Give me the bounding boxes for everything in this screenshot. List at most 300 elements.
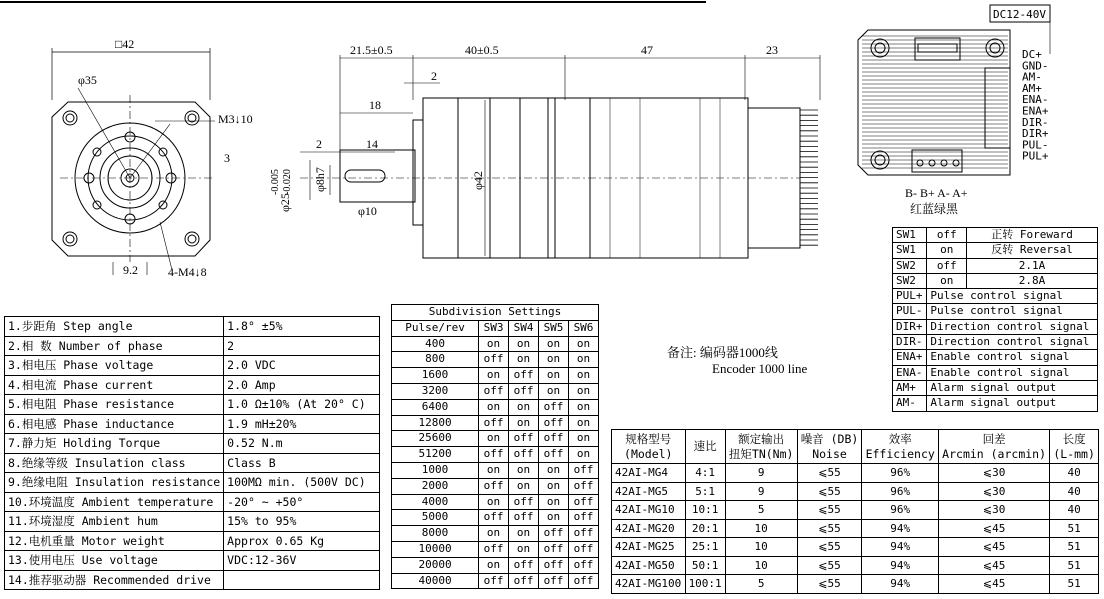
model-cell: 100:1 <box>685 575 725 594</box>
spec-value: 0.52 N.m <box>224 434 380 454</box>
subdivision-row <box>392 573 599 589</box>
model-cell: 10 <box>725 556 797 575</box>
front-m3: M3↓10 <box>218 112 253 126</box>
model-cell: 42AI-MG100 <box>612 575 686 594</box>
subdivision-cell: 5000 <box>392 510 479 526</box>
subdivision-cell: on <box>479 336 509 352</box>
subdivision-row <box>392 447 599 463</box>
model-cell: ⩽45 <box>938 556 1049 575</box>
model-header-line1: 效率 <box>888 431 912 446</box>
front-view <box>52 48 215 275</box>
driver-pin-label: AM- <box>1022 70 1042 84</box>
subdivision-cell: on <box>569 383 599 399</box>
spec-row <box>5 414 380 434</box>
subdivision-cell: 1000 <box>392 462 479 478</box>
spec-row <box>5 570 380 590</box>
model-cell: 96% <box>862 501 939 520</box>
signal-desc: Enable control signal <box>927 365 1098 380</box>
subdivision-cell: off <box>479 415 509 431</box>
subdivision-header: SW4 <box>509 320 539 336</box>
spec-name: 1.步距角 Step angle <box>5 317 224 337</box>
model-cell: ⩽55 <box>797 519 862 538</box>
subdivision-cell: on <box>479 494 509 510</box>
model-cell: 51 <box>1050 538 1099 557</box>
spec-row <box>5 551 380 571</box>
heatsink-fins <box>800 110 818 245</box>
subdivision-header: SW6 <box>569 320 599 336</box>
model-cell: 51 <box>1050 519 1099 538</box>
model-cell: 40 <box>1050 464 1099 483</box>
model-header-line1: 长度 <box>1062 431 1086 446</box>
model-cell: 50:1 <box>685 556 725 575</box>
model-header <box>612 430 686 464</box>
spec-value: 2 <box>224 336 380 356</box>
subdivision-cell: off <box>509 510 539 526</box>
subdivision-cell: 1600 <box>392 368 479 384</box>
subdivision-cell: on <box>509 526 539 542</box>
subdivision-cell: off <box>539 541 569 557</box>
subdivision-cell: on <box>539 494 569 510</box>
subdivision-row <box>392 352 599 368</box>
signal-row <box>893 319 1098 334</box>
model-cell: 5 <box>725 575 797 594</box>
switch-name: SW2 <box>893 258 927 273</box>
side-dim-18: 18 <box>369 98 381 112</box>
spec-value: 1.9 mH±20% <box>224 414 380 434</box>
model-cell: ⩽30 <box>938 482 1049 501</box>
subdivision-table <box>391 304 599 589</box>
spec-value: 15% to 95% <box>224 512 380 532</box>
spec-name: 6.相电感 Phase inductance <box>5 414 224 434</box>
subdivision-cell: 40000 <box>392 573 479 589</box>
subdivision-row <box>392 557 599 573</box>
spec-value: 2.0 VDC <box>224 356 380 376</box>
subdivision-row <box>392 383 599 399</box>
front-m4: 4-M4↓8 <box>168 265 207 279</box>
model-header-line2: Arcmin (arcmin) <box>942 446 1047 461</box>
front-dim-9-2: 9.2 <box>123 263 138 277</box>
signal-row <box>893 335 1098 350</box>
model-cell: ⩽30 <box>938 464 1049 483</box>
model-cell: 40 <box>1050 482 1099 501</box>
driver-pin-label: PUL+ <box>1022 149 1049 163</box>
subdivision-cell: on <box>539 383 569 399</box>
subdivision-row <box>392 368 599 384</box>
subdivision-cell: off <box>539 415 569 431</box>
model-cell: ⩽30 <box>938 501 1049 520</box>
subdivision-cell: on <box>509 399 539 415</box>
model-row <box>612 556 1099 575</box>
model-cell: ⩽55 <box>797 482 862 501</box>
signal-desc: Enable control signal <box>927 350 1098 365</box>
model-row <box>612 575 1099 594</box>
model-header <box>797 430 862 464</box>
subdivision-cell: 20000 <box>392 557 479 573</box>
model-cell: 10 <box>725 538 797 557</box>
note-line2: Encoder 1000 line <box>712 361 808 376</box>
front-dia-35: φ35 <box>78 73 97 87</box>
spec-value <box>224 570 380 590</box>
driver-motor-pins: B- B+ A- A+ <box>905 186 968 200</box>
model-cell: 94% <box>862 519 939 538</box>
subdivision-row <box>392 526 599 542</box>
spec-value: VDC:12-36V <box>224 551 380 571</box>
driver-pin-label: PUL- <box>1022 138 1049 152</box>
subdivision-cell: off <box>569 494 599 510</box>
signal-pin: DIR- <box>893 335 927 350</box>
subdivision-title: Subdivision Settings <box>392 305 599 321</box>
driver-pin-label: DC+ <box>1022 48 1042 61</box>
model-cell: 42AI-MG25 <box>612 538 686 557</box>
model-header-line1: 速比 <box>693 439 717 453</box>
model-cell: ⩽55 <box>797 501 862 520</box>
side-shaft-dia: φ25 <box>278 193 292 212</box>
subdivision-cell: on <box>539 462 569 478</box>
model-row <box>612 519 1099 538</box>
subdivision-cell: off <box>509 573 539 589</box>
switch-state: off <box>927 258 967 273</box>
spec-row <box>5 356 380 376</box>
switch-name: SW1 <box>893 228 927 243</box>
model-cell: ⩽45 <box>938 538 1049 557</box>
side-shaft-tol: -0.005 <box>270 169 281 195</box>
model-header-line1: 回差 <box>982 431 1006 446</box>
model-cell: 5:1 <box>685 482 725 501</box>
model-header <box>938 430 1049 464</box>
model-header <box>725 430 797 464</box>
model-cell: ⩽45 <box>938 519 1049 538</box>
subdivision-cell: on <box>569 431 599 447</box>
signal-pin: ENA+ <box>893 350 927 365</box>
subdivision-cell: on <box>569 368 599 384</box>
spec-row <box>5 375 380 395</box>
subdivision-header: SW3 <box>479 320 509 336</box>
model-cell: 20:1 <box>685 519 725 538</box>
switch-function: 反转 Reversal <box>967 243 1098 258</box>
model-header-line2: (Model) <box>624 446 673 461</box>
subdivision-cell: on <box>539 510 569 526</box>
switch-function: 2.8A <box>967 273 1098 288</box>
model-cell: ⩽55 <box>797 556 862 575</box>
side-shaft-tol2: -0.020 <box>282 169 293 195</box>
subdivision-cell: on <box>539 352 569 368</box>
model-cell: 96% <box>862 464 939 483</box>
switch-row <box>893 273 1098 288</box>
model-table <box>611 429 1099 594</box>
subdivision-cell: on <box>509 462 539 478</box>
subdivision-cell: on <box>479 526 509 542</box>
model-row <box>612 482 1099 501</box>
subdivision-cell: off <box>539 557 569 573</box>
signal-row <box>893 350 1098 365</box>
subdivision-cell: 12800 <box>392 415 479 431</box>
subdivision-cell: off <box>539 573 569 589</box>
side-dim-23: 23 <box>766 43 778 57</box>
model-cell: ⩽55 <box>797 464 862 483</box>
spec-row <box>5 492 380 512</box>
subdivision-cell: off <box>479 478 509 494</box>
subdivision-cell: 3200 <box>392 383 479 399</box>
model-cell: ⩽45 <box>938 575 1049 594</box>
signal-row <box>893 380 1098 395</box>
model-cell: 42AI-MG10 <box>612 501 686 520</box>
subdivision-cell: on <box>509 336 539 352</box>
subdivision-cell: on <box>479 462 509 478</box>
switch-name: SW1 <box>893 243 927 258</box>
subdivision-cell: off <box>539 399 569 415</box>
model-cell: 10 <box>725 519 797 538</box>
driver-pin-label: DIR- <box>1022 115 1049 129</box>
switch-row <box>893 258 1098 273</box>
model-row <box>612 538 1099 557</box>
spec-value: Class B <box>224 453 380 473</box>
side-view <box>300 55 820 258</box>
model-cell: 42AI-MG20 <box>612 519 686 538</box>
model-cell: 51 <box>1050 575 1099 594</box>
spec-name: 13.使用电压 Use voltage <box>5 551 224 571</box>
signal-desc: Direction control signal <box>927 319 1098 334</box>
side-dim-14: 14 <box>366 137 378 151</box>
model-cell: 9 <box>725 464 797 483</box>
signal-row <box>893 396 1098 411</box>
model-cell: 40 <box>1050 501 1099 520</box>
model-cell: 25:1 <box>685 538 725 557</box>
model-header-line2: 扭矩TN(Nm) <box>728 446 794 461</box>
spec-row <box>5 336 380 356</box>
spec-row <box>5 317 380 337</box>
spec-name: 5.相电阻 Phase resistance <box>5 395 224 415</box>
subdivision-cell: on <box>509 478 539 494</box>
subdivision-cell: off <box>569 510 599 526</box>
spec-name: 7.静力矩 Holding Torque <box>5 434 224 454</box>
spec-row <box>5 434 380 454</box>
subdivision-row <box>392 541 599 557</box>
signal-pin: PUL- <box>893 304 927 319</box>
subdivision-cell: on <box>479 399 509 415</box>
model-header <box>862 430 939 464</box>
signal-pin: AM+ <box>893 380 927 395</box>
front-square-dim: □42 <box>115 37 135 51</box>
signal-row <box>893 365 1098 380</box>
spec-row <box>5 531 380 551</box>
model-cell: 94% <box>862 575 939 594</box>
driver-pin-label: GND- <box>1022 59 1049 73</box>
subdivision-cell: on <box>509 415 539 431</box>
spec-value: Approx 0.65 Kg <box>224 531 380 551</box>
model-row <box>612 464 1099 483</box>
driver-pin-labels <box>1022 48 1049 163</box>
subdivision-cell: off <box>509 431 539 447</box>
subdivision-cell: off <box>479 510 509 526</box>
subdivision-cell: 400 <box>392 336 479 352</box>
subdivision-cell: 51200 <box>392 447 479 463</box>
model-cell: 51 <box>1050 556 1099 575</box>
subdivision-cell: on <box>479 431 509 447</box>
subdivision-row <box>392 478 599 494</box>
model-row <box>612 501 1099 520</box>
subdivision-cell: off <box>569 573 599 589</box>
switch-function: 2.1A <box>967 258 1098 273</box>
subdivision-cell: off <box>479 447 509 463</box>
subdivision-cell: off <box>509 494 539 510</box>
subdivision-cell: 2000 <box>392 478 479 494</box>
subdivision-row <box>392 415 599 431</box>
subdivision-cell: off <box>539 447 569 463</box>
model-cell: 5 <box>725 501 797 520</box>
spec-value: -20° ~ +50° <box>224 492 380 512</box>
subdivision-cell: off <box>479 541 509 557</box>
driver-colors: 红蓝绿黑 <box>910 202 959 216</box>
driver-vents <box>862 36 1008 168</box>
subdivision-cell: off <box>569 462 599 478</box>
spec-value: 2.0 Amp <box>224 375 380 395</box>
side-dia-42: φ42 <box>471 171 485 190</box>
signal-pin: AM- <box>893 396 927 411</box>
signal-row <box>893 304 1098 319</box>
spec-name: 8.绝缘等级 Insulation class <box>5 453 224 473</box>
driver-power: DC12-40V <box>993 8 1046 21</box>
side-dim-47: 47 <box>641 43 653 57</box>
signal-pin: ENA- <box>893 365 927 380</box>
side-dia-10: φ10 <box>358 204 377 218</box>
subdivision-cell: 10000 <box>392 541 479 557</box>
side-dim-40: 40±0.5 <box>465 43 499 57</box>
subdivision-cell: on <box>479 557 509 573</box>
model-header-line2: (L-mm) <box>1053 446 1095 461</box>
subdivision-header: Pulse/rev <box>392 320 479 336</box>
model-header-line1: 规格型号 <box>625 431 672 446</box>
subdivision-row <box>392 431 599 447</box>
model-cell: 42AI-MG50 <box>612 556 686 575</box>
driver-pin-label: ENA- <box>1022 93 1049 107</box>
model-cell: 9 <box>725 482 797 501</box>
subdivision-cell: off <box>569 557 599 573</box>
subdivision-cell: off <box>479 352 509 368</box>
spec-table <box>4 316 380 590</box>
subdivision-cell: on <box>569 447 599 463</box>
subdivision-row <box>392 510 599 526</box>
model-header-line1: 噪音 (DB) <box>800 431 859 446</box>
subdivision-row <box>392 336 599 352</box>
signal-desc: Direction control signal <box>927 335 1098 350</box>
spec-value: 1.0 Ω±10% (At 20° C) <box>224 395 380 415</box>
subdivision-cell: off <box>509 383 539 399</box>
spec-row <box>5 395 380 415</box>
subdivision-cell: on <box>569 336 599 352</box>
switch-state: off <box>927 228 967 243</box>
subdivision-row <box>392 494 599 510</box>
encoder-note <box>667 342 807 377</box>
switch-state: on <box>927 243 967 258</box>
switch-state: on <box>927 273 967 288</box>
switch-row <box>893 228 1098 243</box>
subdivision-cell: on <box>569 352 599 368</box>
model-cell: 4:1 <box>685 464 725 483</box>
switch-signal-table <box>892 227 1098 412</box>
spec-value: 1.8° ±5% <box>224 317 380 337</box>
spec-name: 14.推荐驱动器 Recommended drive <box>5 570 224 590</box>
subdivision-cell: off <box>569 478 599 494</box>
signal-desc: Pulse control signal <box>927 304 1098 319</box>
spec-row <box>5 453 380 473</box>
model-header <box>1050 430 1099 464</box>
driver-pin-label: ENA+ <box>1022 104 1049 118</box>
spec-name: 10.环境温度 Ambient temperature <box>5 492 224 512</box>
signal-pin: DIR+ <box>893 319 927 334</box>
subdivision-cell: 25600 <box>392 431 479 447</box>
note-line1: 备注: 编码器1000线 <box>667 345 778 360</box>
subdivision-cell: on <box>539 336 569 352</box>
subdivision-cell: 8000 <box>392 526 479 542</box>
subdivision-cell: off <box>569 541 599 557</box>
driver-pin-label: AM+ <box>1022 81 1042 95</box>
subdivision-cell: on <box>539 478 569 494</box>
subdivision-cell: on <box>569 415 599 431</box>
side-dia-8h7: φ8h7 <box>313 167 327 192</box>
subdivision-cell: 800 <box>392 352 479 368</box>
signal-desc: Pulse control signal <box>927 289 1098 304</box>
model-cell: ⩽55 <box>797 538 862 557</box>
subdivision-cell: off <box>509 447 539 463</box>
switch-name: SW2 <box>893 273 927 288</box>
signal-row <box>893 289 1098 304</box>
front-dim-3: 3 <box>224 151 230 165</box>
model-header-line2: Efficiency <box>865 446 935 461</box>
spec-name: 11.环境湿度 Ambient hum <box>5 512 224 532</box>
subdivision-cell: 6400 <box>392 399 479 415</box>
model-header-line2: Noise <box>812 446 847 461</box>
subdivision-cell: on <box>539 368 569 384</box>
model-cell: ⩽55 <box>797 575 862 594</box>
spec-row <box>5 473 380 493</box>
subdivision-cell: off <box>539 526 569 542</box>
model-cell: 10:1 <box>685 501 725 520</box>
subdivision-cell: off <box>479 383 509 399</box>
model-cell: 94% <box>862 538 939 557</box>
model-cell: 42AI-MG4 <box>612 464 686 483</box>
spec-name: 2.相 数 Number of phase <box>5 336 224 356</box>
spec-name: 3.相电压 Phase voltage <box>5 356 224 376</box>
spec-name: 12.电机重量 Motor weight <box>5 531 224 551</box>
model-cell: 96% <box>862 482 939 501</box>
spec-name: 9.绝缘电阻 Insulation resistance <box>5 473 224 493</box>
driver-pin-label: DIR+ <box>1022 127 1049 141</box>
subdivision-cell: off <box>509 368 539 384</box>
signal-desc: Alarm signal output <box>927 396 1098 411</box>
subdivision-cell: 4000 <box>392 494 479 510</box>
subdivision-cell: on <box>509 541 539 557</box>
subdivision-cell: off <box>569 526 599 542</box>
subdivision-cell: off <box>539 431 569 447</box>
side-dim-2-top: 2 <box>431 69 437 83</box>
switch-function: 正转 Foreward <box>967 228 1098 243</box>
side-dim-2: 2 <box>316 137 322 151</box>
model-header-line1: 额定输出 <box>738 431 785 446</box>
model-header <box>685 430 725 464</box>
subdivision-header: SW5 <box>539 320 569 336</box>
model-cell: 94% <box>862 556 939 575</box>
side-dim-21-5: 21.5±0.5 <box>350 43 393 57</box>
spec-row <box>5 512 380 532</box>
spec-value: 100MΩ min. (500V DC) <box>224 473 380 493</box>
signal-desc: Alarm signal output <box>927 380 1098 395</box>
subdivision-row <box>392 462 599 478</box>
model-cell: 42AI-MG5 <box>612 482 686 501</box>
subdivision-cell: off <box>479 573 509 589</box>
subdivision-cell: on <box>569 399 599 415</box>
switch-row <box>893 243 1098 258</box>
subdivision-cell: on <box>509 352 539 368</box>
